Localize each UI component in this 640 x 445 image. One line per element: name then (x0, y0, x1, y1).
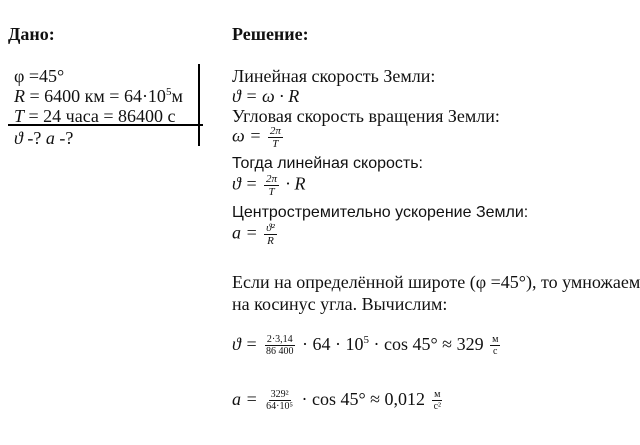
calc1-num: 2·3,14 (266, 334, 293, 346)
eq3-fraction (264, 173, 279, 198)
eq3-tail: · R (281, 173, 306, 194)
calc2-unit-den: с² (433, 401, 441, 413)
eq4-num: ϑ² (266, 222, 275, 234)
given-heading: Дано: (8, 24, 55, 44)
calc1-unit-den: с (493, 346, 498, 358)
eq1-r: R (288, 86, 300, 106)
calc1-exp: 5 (363, 334, 369, 346)
calc1-unit-num: м (492, 334, 499, 346)
calc2-den: 64·10⁵ (266, 401, 293, 413)
eq1-rhs: = ω · (240, 86, 289, 106)
calc2-lhs: a (232, 389, 241, 409)
eq2-lhs: ω = (232, 125, 266, 146)
calc1-lhs: ϑ (232, 334, 241, 354)
angular-speed-label: Угловая скорость вращения Земли: (232, 106, 500, 126)
calc1-fraction (264, 334, 296, 357)
given-vertical-divider (198, 64, 200, 146)
find-q2: -? (54, 128, 74, 148)
calc1-mid: · 64 · 10 (297, 334, 364, 354)
given-find (14, 128, 73, 149)
radius-unit: м (171, 86, 183, 106)
given-radius (14, 86, 183, 107)
eq4-fraction (264, 222, 277, 247)
eq2-fraction (268, 125, 283, 150)
find-velocity-symbol: ϑ (14, 128, 23, 148)
calc1-eqs: = (240, 334, 262, 354)
radius-symbol: R (14, 86, 25, 106)
eq3-num: 2π (266, 173, 278, 185)
calculation-acceleration (232, 389, 445, 412)
find-accel-symbol: a (45, 128, 55, 148)
eq3-lhs: ϑ (232, 173, 241, 194)
eq4-lhs: a (232, 222, 241, 243)
equation-linear-speed (232, 86, 299, 107)
calc2-cos: · cos 45° ≈ 0,012 (296, 389, 430, 409)
calc2-eqs: = (241, 389, 263, 409)
linear-speed-label: Линейная скорость Земли: (232, 66, 436, 86)
equation-linear-speed-full (232, 173, 306, 198)
eq4-eqs: = (241, 222, 263, 243)
calc2-unit (432, 389, 443, 412)
period-value: = 24 часа = 86400 с (24, 106, 176, 126)
calc2-fraction (264, 389, 295, 412)
calc2-num: 329² (270, 389, 289, 401)
eq2-num: 2π (269, 125, 281, 137)
centripetal-label: Центростремительно ускорение Земли: (232, 204, 529, 221)
eq1-lhs: ϑ (232, 86, 241, 106)
eq3-eqs: = (240, 173, 262, 194)
paragraph-line-1: Если на определённой широте (φ =45°), то умножаем (232, 272, 640, 292)
eq2-den: T (272, 138, 279, 150)
given-phi: φ =45° (14, 66, 65, 86)
eq3-den: T (268, 186, 275, 198)
radius-value: = 6400 км = 64·10 (25, 86, 166, 106)
find-q1: -? (22, 128, 46, 148)
given-period (14, 106, 176, 127)
then-label: Тогда линейная скорость: (232, 155, 423, 172)
calc1-cos: · cos 45° ≈ 329 (369, 334, 489, 354)
paragraph-line-2: на косинус угла. Вычислим: (232, 294, 448, 314)
equation-angular-speed (232, 125, 285, 150)
calc1-den: 86 400 (266, 346, 294, 358)
calculation-velocity (232, 334, 502, 357)
period-symbol: T (14, 106, 25, 126)
eq4-den: R (267, 235, 274, 247)
calc1-unit (490, 334, 500, 357)
calc2-unit-num: м (434, 389, 441, 401)
solution-heading: Решение: (232, 24, 309, 44)
radius-exponent: 5 (165, 86, 172, 98)
equation-centripetal (232, 222, 279, 247)
